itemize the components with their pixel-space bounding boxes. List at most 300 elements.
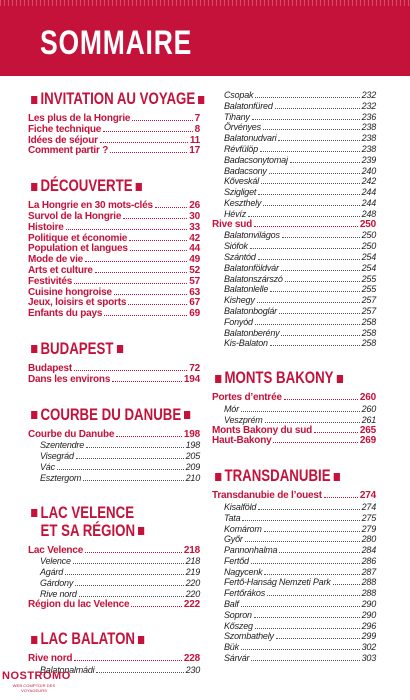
dot-leader: [79, 590, 184, 597]
toc-entry: [212, 491, 376, 502]
toc-subentry: [212, 642, 376, 653]
page-number: 290: [361, 599, 376, 610]
entry-title: Festivités: [28, 275, 73, 287]
toc-subentry: [212, 112, 376, 123]
toc-list-balaton-continued: [212, 90, 376, 349]
entry-title: Région du lac Velence: [28, 598, 130, 610]
dot-leader: [95, 266, 187, 273]
toc-entry: [28, 146, 200, 157]
page-title: SOMMAIRE: [40, 24, 193, 62]
dot-leader: [242, 514, 359, 521]
entry-title: Fertőd: [224, 555, 249, 566]
page-number: 250: [361, 230, 376, 241]
page-number: 260: [359, 392, 376, 404]
entry-title: Jeux, loisirs et sports: [28, 297, 127, 309]
page-number: 205: [185, 451, 200, 462]
section-heading-invitation: INVITATION AU VOYAGE: [28, 90, 162, 108]
bullet-square-icon: [215, 375, 221, 383]
entry-title: Dans les environs: [28, 373, 111, 385]
bullet-square-icon: [198, 96, 204, 104]
page-number: 254: [361, 262, 376, 273]
toc-entry: [212, 220, 376, 231]
page-number: 222: [183, 598, 200, 610]
toc-entry: [28, 277, 200, 288]
toc-column-right: [212, 90, 376, 664]
page-number: 210: [185, 472, 200, 483]
entry-title: Szántód: [224, 251, 256, 262]
entry-title: Vác: [40, 461, 55, 472]
page-number: 238: [361, 143, 376, 154]
entry-title: Pannonhalma: [224, 545, 278, 556]
dot-leader: [85, 546, 182, 553]
toc-subentry: [212, 144, 376, 155]
toc-subentry: [212, 252, 376, 263]
entry-title: Balatonlelle: [224, 284, 269, 295]
dot-leader: [252, 113, 360, 120]
entry-title: Balatonfüred: [224, 100, 273, 111]
dot-leader: [264, 525, 360, 532]
toc-entry: [28, 654, 200, 665]
entry-title: Lac Velence: [28, 544, 84, 556]
dot-leader: [241, 643, 360, 650]
dot-leader: [333, 578, 360, 585]
toc-subentry: [212, 133, 376, 144]
dot-leader: [116, 430, 182, 437]
toc-entry: [28, 125, 200, 136]
section-heading-danube: COURBE DU DANUBE: [28, 406, 162, 424]
entry-title: Bük: [224, 642, 239, 653]
bullet-square-icon: [31, 183, 37, 191]
toc-subentry: [212, 306, 376, 317]
page-number: 220: [185, 588, 200, 599]
entry-title: Balatonszárszó: [224, 273, 283, 284]
entry-title: Badacsony: [224, 165, 267, 176]
dot-leader: [245, 535, 360, 542]
entry-title: Fertőrákos: [224, 588, 266, 599]
page-number: 260: [361, 403, 376, 414]
dot-leader: [74, 277, 187, 284]
section-heading-balaton: LAC BALATON: [28, 630, 162, 648]
entry-title: Budapest: [28, 362, 72, 374]
page-number: 49: [189, 254, 200, 266]
dot-leader: [100, 136, 188, 143]
entry-title: Szombathely: [224, 631, 274, 642]
bullet-square-icon: [334, 473, 340, 481]
toc-list-decouverte: [28, 201, 200, 320]
dot-leader: [278, 134, 359, 141]
dot-leader: [255, 91, 359, 98]
page-number: 279: [361, 523, 376, 534]
toc-subentry: [28, 473, 200, 484]
toc-entry: [28, 546, 200, 557]
toc-subentry: [28, 578, 200, 589]
toc-subentry: [212, 209, 376, 220]
bullet-square-icon: [138, 636, 144, 644]
page-number: 52: [189, 264, 200, 276]
entry-title: Veszprém: [224, 414, 263, 425]
section-heading-bakony: MONTS BAKONY: [212, 369, 340, 387]
toc-column-left: [28, 90, 200, 676]
page-number: 236: [361, 111, 376, 122]
dot-leader: [103, 125, 193, 132]
page-number: 220: [185, 577, 200, 588]
bullet-square-icon: [136, 183, 142, 191]
entry-title: Tihany: [224, 111, 250, 122]
page-number: 275: [361, 512, 376, 523]
page-number: 42: [189, 232, 200, 244]
dot-leader: [85, 255, 187, 262]
page-number: 296: [361, 620, 376, 631]
page-number: 209: [185, 461, 200, 472]
entry-title: Balatonberény: [224, 327, 280, 338]
dot-leader: [260, 145, 360, 152]
entry-title: Sárvár: [224, 653, 250, 664]
page-number: 194: [183, 373, 200, 385]
toc-list-bakony: [212, 393, 376, 447]
page-number: 72: [189, 362, 200, 374]
page-number: 257: [361, 305, 376, 316]
entry-title: Fertő-Hanság Nemzeti Park: [224, 577, 331, 588]
toc-subentry: [212, 101, 376, 112]
page-number: 244: [361, 197, 376, 208]
dot-leader: [281, 264, 360, 271]
toc-subentry: [212, 577, 376, 588]
dot-leader: [129, 234, 187, 241]
toc-subentry: [212, 166, 376, 177]
entry-title: Visegrád: [40, 451, 74, 462]
dot-leader: [73, 557, 184, 564]
toc-subentry: [212, 263, 376, 274]
entry-title: Transdanubie de l’ouest: [212, 490, 322, 502]
dot-leader: [241, 600, 360, 607]
bullet-square-icon: [31, 509, 37, 517]
entry-title: Les plus de la Hongrie: [28, 113, 131, 124]
toc-subentry: [212, 513, 376, 524]
entry-title: Keszthely: [224, 197, 262, 208]
dot-leader: [254, 611, 360, 618]
dot-leader: [75, 579, 183, 586]
entry-title: Esztergom: [40, 472, 82, 483]
dot-leader: [258, 188, 359, 195]
dot-leader: [270, 285, 359, 292]
entry-title: Kis-Balaton: [224, 338, 268, 349]
entry-title: Győr: [224, 534, 243, 545]
dot-leader: [241, 405, 360, 412]
dot-leader: [251, 557, 360, 564]
entry-title: Balatonudvari: [224, 133, 277, 144]
page-number: 269: [359, 435, 376, 447]
toc-subentry: [212, 274, 376, 285]
entry-title: Badacsonytomaj: [224, 154, 288, 165]
entry-title: Courbe du Danube: [28, 428, 115, 440]
dot-leader: [281, 329, 359, 336]
toc-list-velence: [28, 546, 200, 611]
dot-leader: [65, 568, 184, 575]
dot-leader: [257, 296, 360, 303]
page-number: 230: [185, 665, 200, 676]
toc-subentry: [212, 621, 376, 632]
entry-title: Gárdony: [40, 577, 74, 588]
page-number: 228: [183, 653, 200, 665]
dot-leader: [263, 123, 360, 130]
entry-title: Agárd: [40, 567, 64, 578]
dot-leader: [279, 307, 360, 314]
dot-leader: [74, 654, 182, 661]
entry-title: Révfülöp: [224, 143, 258, 154]
dot-leader: [254, 220, 358, 227]
page-number: 238: [361, 122, 376, 133]
entry-title: Rive nord: [40, 588, 77, 599]
bullet-square-icon: [117, 345, 123, 353]
toc-subentry: [212, 653, 376, 664]
page-number: 255: [361, 284, 376, 295]
bullet-square-icon: [184, 411, 190, 419]
entry-title: Politique et économie: [28, 232, 128, 244]
page-number: 265: [359, 424, 376, 436]
nostromo-logo: NOSTROMO WEB COMPTOIR DES VOYAGEURS: [2, 670, 71, 693]
page-number: 250: [361, 241, 376, 252]
page-number: 26: [189, 200, 200, 212]
banner-texture: [0, 0, 410, 6]
entry-title: Mode de vie: [28, 254, 84, 266]
dot-leader: [270, 339, 360, 346]
toc-subentry: [212, 556, 376, 567]
page-number: 218: [183, 544, 200, 556]
dot-leader: [285, 275, 360, 282]
entry-title: Tata: [224, 512, 241, 523]
page-number: 198: [185, 440, 200, 451]
bullet-square-icon: [31, 96, 37, 104]
entry-title: Sopron: [224, 609, 252, 620]
entry-title: Mór: [224, 403, 239, 414]
entry-title: Monts Bakony du sud: [212, 424, 313, 436]
dot-leader: [265, 416, 360, 423]
entry-title: Velence: [40, 556, 71, 567]
toc-subentry: [28, 451, 200, 462]
page-number: 67: [189, 297, 200, 309]
page-number: 288: [361, 588, 376, 599]
page-number: 232: [361, 100, 376, 111]
entry-title: La Hongrie en 30 mots-clés: [28, 200, 153, 212]
entry-title: Balatonalmádi: [40, 665, 95, 676]
dot-leader: [263, 199, 359, 206]
toc-subentry: [212, 155, 376, 166]
toc-subentry: [212, 631, 376, 642]
page-number: 244: [361, 187, 376, 198]
dot-leader: [314, 426, 358, 433]
toc-entry: [28, 430, 200, 441]
dot-leader: [258, 253, 360, 260]
dot-leader: [76, 452, 184, 459]
toc-subentry: [212, 284, 376, 295]
dot-leader: [86, 441, 184, 448]
section-heading-velence: LAC VELENCE: [28, 504, 162, 522]
entry-title: Balatonföldvár: [224, 262, 279, 273]
toc-subentry: [212, 317, 376, 328]
entry-title: Kőszeg: [224, 620, 253, 631]
entry-title: Kishegy: [224, 295, 255, 306]
toc-subentry: [212, 567, 376, 578]
dot-leader: [267, 589, 360, 596]
dot-leader: [123, 212, 187, 219]
dot-leader: [251, 654, 359, 661]
page-number: 239: [361, 154, 376, 165]
dot-leader: [96, 666, 183, 673]
toc-subentry: [212, 534, 376, 545]
dot-leader: [276, 632, 360, 639]
dot-leader: [74, 364, 187, 371]
page-number: 274: [359, 490, 376, 502]
dot-leader: [155, 201, 187, 208]
dot-leader: [114, 288, 187, 295]
dot-leader: [282, 231, 360, 238]
dot-leader: [110, 146, 187, 153]
page-number: 218: [185, 556, 200, 567]
entry-title: Comment partir ?: [28, 145, 109, 157]
dot-leader: [132, 114, 192, 121]
dot-leader: [264, 568, 359, 575]
page-number: 261: [361, 414, 376, 425]
section-heading-decouverte: DÉCOUVERTE: [28, 177, 162, 195]
bullet-square-icon: [31, 345, 37, 353]
entry-title: Rive sud: [212, 218, 253, 230]
page-number: 288: [361, 577, 376, 588]
dot-leader: [258, 503, 359, 510]
entry-title: Population et langues: [28, 243, 128, 255]
title-banner: [0, 0, 410, 76]
page-number: 242: [361, 176, 376, 187]
dot-leader: [261, 177, 360, 184]
toc-subentry: [212, 198, 376, 209]
page-number: 280: [361, 534, 376, 545]
dot-leader: [290, 156, 360, 163]
page-number: 286: [361, 555, 376, 566]
entry-title: Balf: [224, 599, 239, 610]
page-number: 8: [194, 123, 200, 135]
entry-title: Fonyód: [224, 316, 253, 327]
dot-leader: [128, 298, 187, 305]
toc-subentry: [212, 90, 376, 101]
page-number: 250: [359, 218, 376, 230]
toc-subentry: [28, 589, 200, 600]
toc-subentry: [212, 415, 376, 426]
page-number: 198: [183, 428, 200, 440]
entry-title: Enfants du pays: [28, 308, 103, 320]
page-number: 284: [361, 545, 376, 556]
toc-subentry: [212, 338, 376, 349]
dot-leader: [66, 223, 188, 230]
dot-leader: [104, 309, 187, 316]
toc-list-danube: [28, 430, 200, 484]
dot-leader: [57, 463, 184, 470]
dot-leader: [83, 474, 183, 481]
page-number: 30: [189, 210, 200, 222]
dot-leader: [130, 244, 188, 251]
dot-leader: [250, 242, 360, 249]
toc-subentry: [212, 545, 376, 556]
entry-title: Cuisine hongroise: [28, 286, 112, 298]
page-number: 69: [189, 308, 200, 320]
toc-subentry: [212, 241, 376, 252]
toc-list-budapest: [28, 364, 200, 386]
toc-subentry: [212, 404, 376, 415]
toc-entry: [212, 436, 376, 447]
section-heading-budapest: BUDAPEST: [28, 340, 162, 358]
toc-subentry: [212, 610, 376, 621]
page-number: 11: [189, 134, 200, 146]
page-number: 248: [361, 208, 376, 219]
page-number: 258: [361, 327, 376, 338]
dot-leader: [255, 622, 360, 629]
entry-title: Haut-Bakony: [212, 435, 272, 447]
toc-subentry: [28, 440, 200, 451]
entry-title: Portes d’entrée: [212, 392, 282, 404]
page-number: 257: [361, 295, 376, 306]
page-number: 299: [361, 631, 376, 642]
page-number: 302: [361, 642, 376, 653]
toc-subentry: [212, 328, 376, 339]
toc-subentry: [28, 567, 200, 578]
toc-subentry: [28, 556, 200, 567]
toc-entry: [212, 393, 376, 404]
dot-leader: [324, 491, 358, 498]
page-number: 232: [361, 90, 376, 100]
entry-title: Hévíz: [224, 208, 247, 219]
page-number: 287: [361, 566, 376, 577]
entry-title: Kőveskál: [224, 176, 259, 187]
page-number: 57: [189, 275, 200, 287]
toc-entry: [28, 309, 200, 320]
page-number: 33: [189, 221, 200, 233]
page-number: 254: [361, 251, 376, 262]
section-heading-transdanubie: TRANSDANUBIE: [212, 467, 340, 485]
page-number: 258: [361, 316, 376, 327]
toc-subentry: [212, 588, 376, 599]
section-heading-velence-line2: ET SA RÉGION: [28, 522, 162, 540]
entry-title: Siófok: [224, 241, 248, 252]
toc-subentry: [212, 524, 376, 535]
toc-subentry: [212, 122, 376, 133]
dot-leader: [112, 375, 182, 382]
toc-subentry: [212, 295, 376, 306]
page-number: 219: [185, 567, 200, 578]
entry-title: Balatonvilágos: [224, 230, 280, 241]
entry-title: Balatonboglár: [224, 305, 277, 316]
entry-title: Komárom: [224, 523, 262, 534]
entry-title: Szigliget: [224, 187, 257, 198]
entry-title: Csopak: [224, 90, 254, 100]
entry-title: Rive nord: [28, 653, 73, 665]
bullet-square-icon: [337, 375, 343, 383]
page-number: 240: [361, 165, 376, 176]
entry-title: Arts et culture: [28, 264, 93, 276]
dot-leader: [269, 167, 360, 174]
bullet-square-icon: [215, 473, 221, 481]
toc-list-invitation: [28, 114, 200, 157]
page-number: 290: [361, 609, 376, 620]
toc-entry: [28, 375, 200, 386]
toc-subentry: [28, 462, 200, 473]
page-number: 258: [361, 338, 376, 349]
bullet-square-icon: [31, 636, 37, 644]
toc-subentry: [212, 599, 376, 610]
page-number: 274: [361, 501, 376, 512]
dot-leader: [284, 393, 358, 400]
entry-title: Idées de séjour: [28, 134, 98, 146]
page-number: 63: [189, 286, 200, 298]
dot-leader: [275, 102, 360, 109]
page-number: 7: [194, 113, 200, 124]
